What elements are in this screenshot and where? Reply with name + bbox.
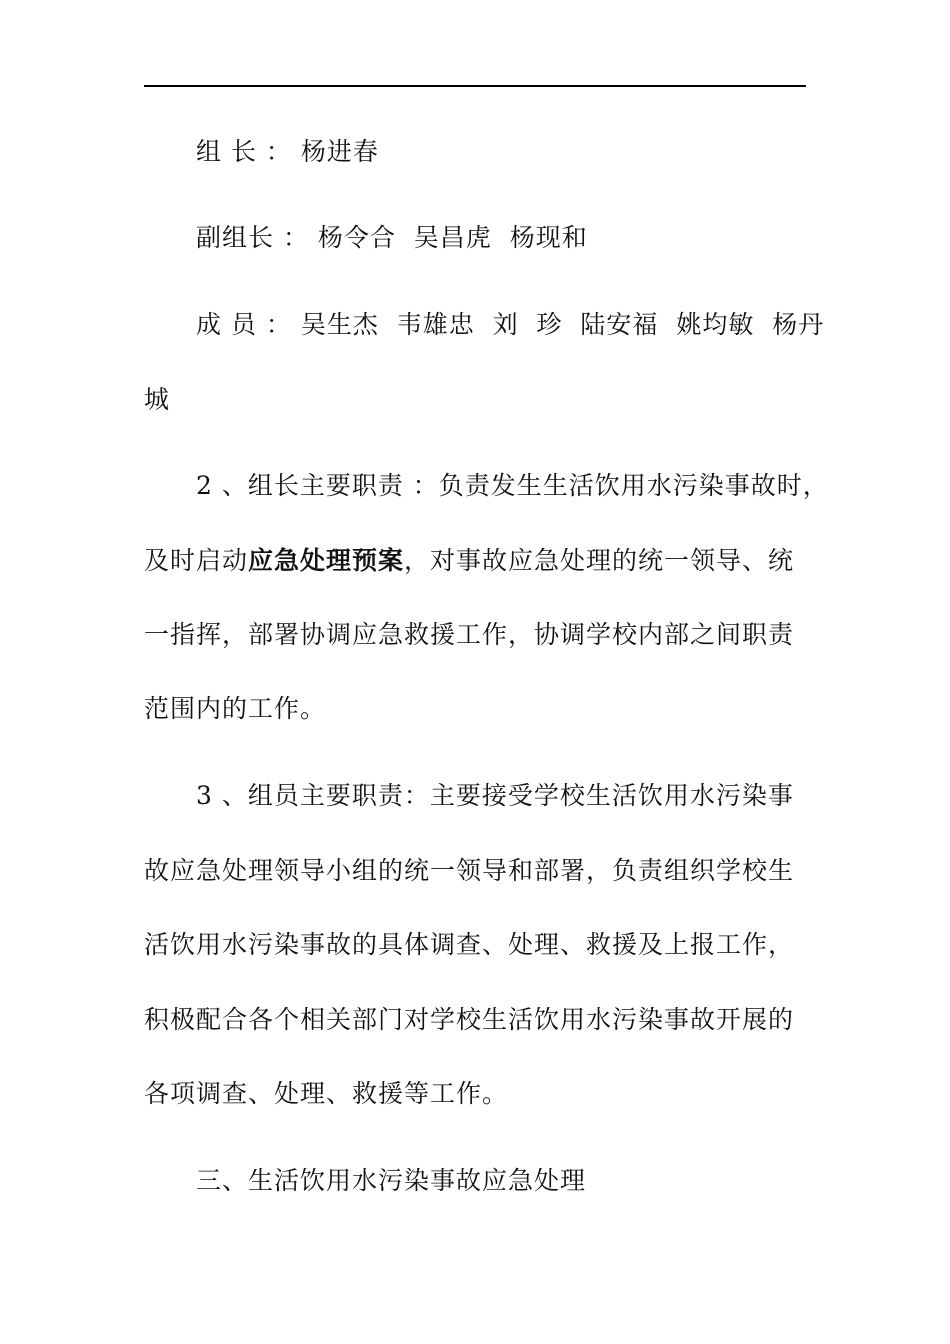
members-line (196, 309, 824, 341)
leader-duties-line-4: 范围内的工作。 (144, 694, 327, 723)
leader-duties-line-3: 一指挥，部署协调应急救援工作，协调学校内部之间职责 (144, 620, 795, 649)
member-duties-line-4: 积极配合各个相关部门对学校生活饮用水污染事故开展的 (144, 1005, 795, 1034)
section-heading-3: 三、生活饮用水污染事故应急处理 (196, 1166, 587, 1195)
leader-line (196, 136, 379, 168)
members-names: 吴生杰 韦雄忠 刘 珍 陆安福 姚均敏 杨丹 (300, 310, 825, 339)
leader-label: 组 长 ： (196, 137, 292, 166)
deputy-label: 副组长 ： (196, 223, 309, 252)
members-label: 成 员 ： (196, 310, 292, 339)
member-duties-line-3: 活饮用水污染事故的具体调查、处理、救援及上报工作， (144, 930, 795, 959)
member-duties-line-5: 各项调查、处理、救援等工作。 (144, 1079, 509, 1108)
leader-name: 杨进春 (300, 137, 379, 166)
member-duties-line-2: 故应急处理领导小组的统一领导和部署，负责组织学校生 (144, 856, 795, 885)
emergency-plan-term: 应急处理预案 (248, 546, 405, 575)
header-rule (144, 85, 806, 87)
leader-duties-line-1: 2 、组长主要职责 ：负责发生生活饮用水污染事故时， (196, 471, 829, 500)
deputy-line (196, 222, 588, 254)
member-duties-line-1: 3 、组员主要职责：主要接受学校生活饮用水污染事 (196, 781, 794, 810)
members-names-continued: 城 (144, 385, 171, 414)
leader-duties-line-2: 及时启动应急处理预案，对事故应急处理的统一领导、统 (144, 546, 795, 575)
deputy-names: 杨令合 吴昌虎 杨现和 (317, 223, 588, 252)
